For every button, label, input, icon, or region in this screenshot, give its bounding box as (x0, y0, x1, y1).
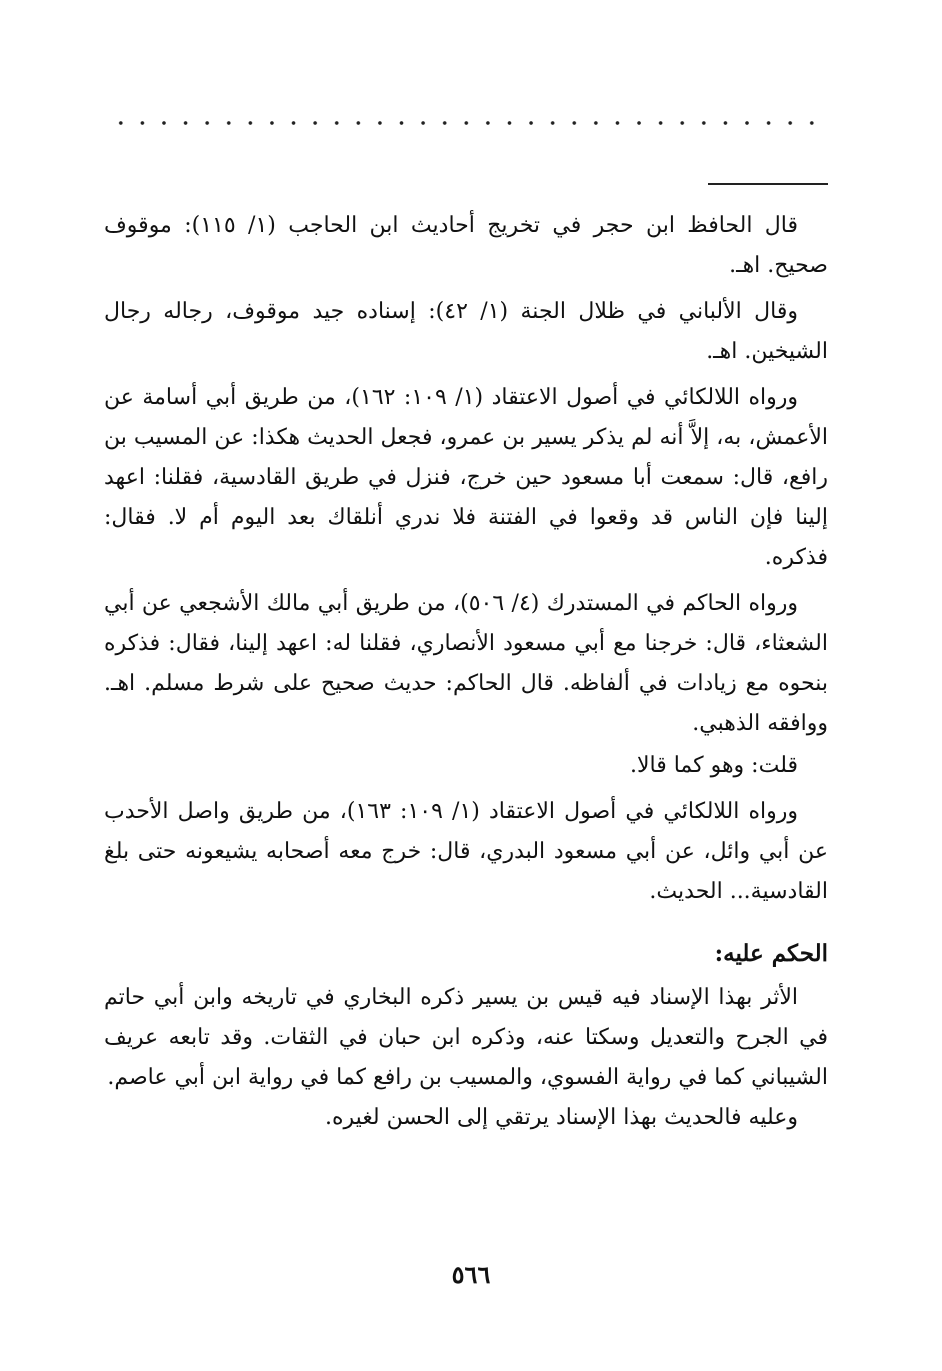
footnote-paragraph-lalakai-163: ورواه اللالكائي في أصول الاعتقاد (١/ ١٠٩: ١٦٣)، من طريق واصل الأحدب عن أبي وائل، عن أبي مسعود البدري، قال: خرج معه أصحابه يشيعونه حتى بلغ القادسية... الحديث. (104, 799, 828, 904)
footnote-paragraph-qultu: قلت: وهو كما قالا. (629, 753, 798, 778)
ruling-paragraph-isnad: الأثر بهذا الإسناد فيه قيس بن يسير ذكره البخاري في تاريخه وابن أبي حاتم في الجرح والتعديل وسكتا عنه، وذكره ابن حبان في الثقات. وقد تابعه عريف الشيباني كما في رواية الفسوي، والمسيب بن رافع كما في رواية ابن أبي عاصم. (104, 985, 828, 1090)
dotted-separator (110, 120, 828, 126)
footnote-text-block (104, 206, 828, 1138)
ruling-heading: الحكم عليه: (714, 940, 828, 967)
footnote-rule (708, 183, 828, 185)
footnote-paragraph-ibn-hajar: قال الحافظ ابن حجر في تخريج أحاديث ابن الحاجب (١/ ١١٥): موقوف صحيح. اهـ. (104, 213, 828, 278)
page-number: ٥٦٦ (451, 1260, 491, 1289)
footnote-paragraph-albani: وقال الألباني في ظلال الجنة (١/ ٤٢): إسناده جيد موقوف، رجاله رجال الشيخين. اهـ. (104, 299, 828, 364)
footnote-paragraph-hakim: ورواه الحاكم في المستدرك (٤/ ٥٠٦)، من طريق أبي مالك الأشجعي عن أبي الشعثاء، قال: خرجنا مع أبي مسعود الأنصاري، فقلنا له: اعهد إلينا، فقال: فذكره بنحوه مع زيادات في ألفاظه. قال الحاكم: حديث صحيح على شرط مسلم. اهـ. ووافقه الذهبي. (104, 591, 828, 736)
footnote-paragraph-lalakai-162: ورواه اللالكائي في أصول الاعتقاد (١/ ١٠٩: ١٦٢)، من طريق أبي أسامة عن الأعمش، به، إلاَّ أنه لم يذكر يسير بن عمرو، فجعل الحديث هكذا: عن المسيب بن رافع، قال: سمعت أبا مسعود حين خرج، فنزل في طريق القادسية، فقلنا: اعهد إلينا فإن الناس قد وقعوا في الفتنة فلا ندري أنلقاك بعد اليوم أم لا. فقال: فذكره. (104, 385, 829, 570)
ruling-paragraph-conclusion: وعليه فالحديث بهذا الإسناد يرتقي إلى الحسن لغيره. (325, 1105, 798, 1130)
ruling-section (104, 934, 828, 1138)
